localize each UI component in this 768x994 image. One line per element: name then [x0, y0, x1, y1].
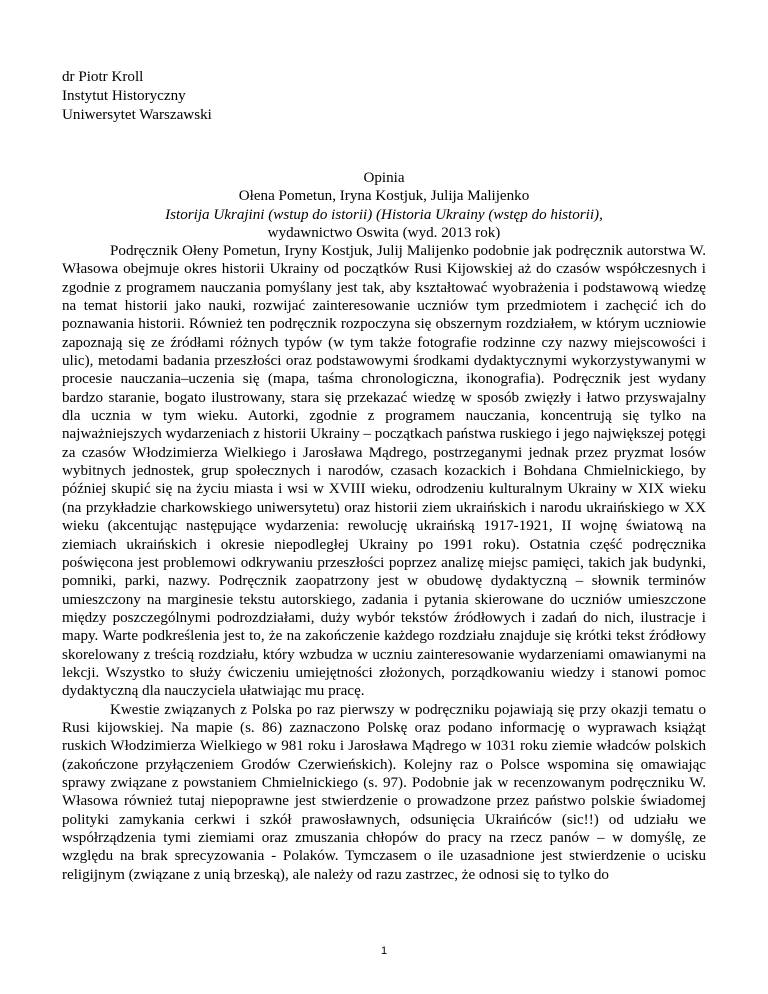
author-block: [62, 68, 212, 125]
paragraph: Kwestie związanych z Polska po raz pierwszy w podręczniku pojawiają się przy okazji tematu o Rusi kijowskiej. Na mapie (s. 86) zaznaczono Polskę oraz podano informację o wyprawach książąt ruskich Włodzimierza Wielkiego w 981 roku i Jarosława Mądrego w 1031 roku ziemie władców polskich (zakończone przyłączeniem Grodów Czerwieńskich). Kolejny raz o Polsce wspomina się omawiając sprawy związane z powstaniem Chmielnickiego (s. 97). Podobnie jak w recenzowanym podręczniku W. Własowa również tutaj niepoprawne jest stwierdzenie o prowadzone przez państwo polskie świadomej polityki zamykania cerkwi i szkół prawosławnych, odsunięcia Ukraińców (sic!!) od udziału we współrządzenia tymi ziemiami oraz zmuszania chłopów do pracy na rzecz panów – w domyślę, ze względu na brak sprecyzowania - Polaków. Tymczasem o ile uzasadnione jest stwierdzenie o ucisku religijnym (związane z unią brzeską), ale należy od razu zastrzec, że odnosi się to tylko do: [62, 701, 706, 883]
document-heading: [62, 169, 706, 242]
document-title: Opinia: [363, 170, 405, 186]
author-name: dr Piotr Kroll: [62, 69, 144, 85]
book-publisher: wydawnictwo Oswita (wyd. 2013 rok): [267, 224, 501, 241]
author-institute: Instytut Historyczny: [62, 88, 186, 104]
book-authors: Ołena Pometun, Iryna Kostjuk, Julija Malijenko: [238, 188, 530, 205]
page-number: 1: [380, 945, 388, 957]
book-title: Istorija Ukrajini (wstup do istorii) (Historia Ukrainy (wstęp do historii),: [165, 206, 603, 223]
paragraph: Podręcznik Ołeny Pometun, Iryny Kostjuk, Julij Malijenko podobnie jak podręcznik autorstwa W. Własowa obejmuje okres historii Ukrainy od początków Rusi Kijowskiej aż do czasów współczesnych i zgodnie z programem nauczania pomyślany jest tak, aby kształtować wyobrażenia i podstawową wiedzę na temat historii jako nauki, rozwijać zainteresowanie uczniów tym przedmiotem i zachęcić ich do poznawania historii. Również ten podręcznik rozpoczyna się obszernym rozdziałem, w którym uczniowie zapoznają się ze źródłami różnych typów (w tym także fotografie rodzinne czy nazwy miejscowości i ulic), metodami badania przeszłości oraz podstawowymi środkami dydaktycznymi wykorzystywanymi w procesie nauczania–uczenia się (mapa, taśma chronologiczna, ikonografia). Podręcznik jest wydany bardzo staranie, bogato ilustrowany, stara się przekazać wiedzę w sposób zwięzły i łatwo przyswajalny dla ucznia w tym wieku. Autorki, zgodnie z programem nauczania, koncentrują się tylko na najważniejszych wydarzeniach z historii Ukrainy – początkach państwa ruskiego i jego największej potęgi za czasów Włodzimierza Wielkiego i Jarosława Mądrego, postrzeganymi jednak przez pryzmat losów wybitnych jednostek, grup społecznych i narodów, czasach kozackich i Bohdana Chmielnickiego, by później skupić się na życiu miasta i wsi w XVIII wieku, odrodzeniu kulturalnym Ukrainy w XIX wieku (na przykładzie charkowskiego uniwersytetu) oraz historii ziem ukraińskich i narodu ukraińskiego w XX wieku (akcentując następujące wydarzenia: rewolucję ukraińską 1917-1921, II wojnę światową na ziemiach ukraińskich i okresie niepodległej Ukrainy po 1991 roku). Ostatnia część podręcznika poświęcona jest problemowi odkrywaniu przeszłości poprzez analizę miejsc pamięci, takich jak budynki, pomniki, parki, nazwy. Podręcznik zaopatrzony jest w obudowę dydaktyczną – słownik terminów umieszczony na marginesie tekstu autorskiego, zadania i pytania skierowane do uczniów umieszczone między poszczególnymi podrozdziałami, duży wybór tekstów źródłowych i zadań do nich, ilustracje i mapy. Warte podkreślenia jest to, że na zakończenie każdego rozdziału znajduje się krótki tekst źródłowy skorelowany z treścią rozdziału, który wzbudza w uczniu zainteresowanie wydarzeniami omawianymi na lekcji. Wszystko to służy ćwiczeniu umiejętności złożonych, porządkowaniu wiedzy i stanowi pomoc dydaktyczną dla nauczyciela ułatwiając mu pracę.: [62, 243, 706, 700]
opinion-body: [62, 242, 706, 884]
author-university: Uniwersytet Warszawski: [62, 107, 212, 123]
